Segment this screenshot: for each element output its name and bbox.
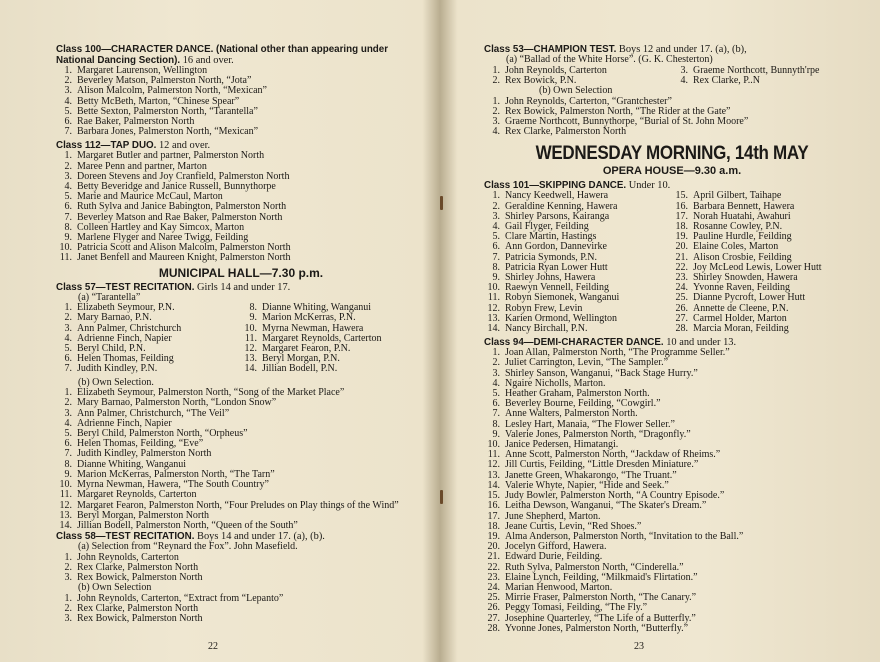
opera-house-heading: OPERA HOUSE—9.30 a.m. bbox=[602, 165, 742, 178]
item-number: 17. bbox=[675, 210, 688, 222]
item-number: 24. bbox=[487, 581, 500, 593]
list-item bbox=[484, 624, 860, 634]
wednesday-morning-heading: WEDNESDAY MORNING, 14th MAY bbox=[535, 141, 809, 164]
item-text: Juliet Carrington, Levin, “The Sampler.” bbox=[505, 357, 669, 369]
item-text: Marian Henwood, Marton. bbox=[505, 581, 613, 593]
item-text: Beverley Matson, Palmerston North, “Jota” bbox=[77, 75, 252, 87]
item-number: 7. bbox=[64, 126, 72, 138]
item-text: Rex Bowick, Palmerston North, “The Rider at the Gate” bbox=[505, 105, 731, 117]
item-text: Gail Flyger, Feilding bbox=[505, 221, 589, 233]
item-text: Janette Green, Whakarongo, “The Truant.” bbox=[505, 469, 677, 481]
item-number: 8. bbox=[492, 418, 500, 430]
item-text: Beryl Child, P.N. bbox=[77, 343, 146, 355]
item-number: 8. bbox=[492, 261, 500, 273]
class-57-sub-b: (b) Own Selection. bbox=[78, 376, 154, 388]
item-text: Alison Malcolm, Palmerston North, “Mexican” bbox=[77, 85, 267, 97]
item-number: 21. bbox=[487, 551, 500, 563]
item-text: Shirley Parsons, Kairanga bbox=[505, 210, 610, 222]
item-text: Judith Kindley, Palmerston North bbox=[77, 448, 212, 460]
item-text: Jocelyn Gifford, Hawera. bbox=[505, 541, 607, 553]
item-text: Norah Huatahi, Awahuri bbox=[693, 210, 791, 222]
item-number: 4. bbox=[64, 332, 72, 344]
item-number: 19. bbox=[487, 530, 500, 542]
item-number: 6. bbox=[64, 201, 72, 213]
item-text: Margaret Laurenson, Wellington bbox=[77, 65, 208, 76]
item-number: 12. bbox=[244, 343, 257, 355]
item-text: Ruth Sylva and Janice Babington, Palmerston North bbox=[77, 201, 287, 213]
class-53-a-columns bbox=[484, 66, 860, 86]
item-number: 4. bbox=[680, 74, 688, 86]
item-number: 19. bbox=[675, 231, 688, 243]
page-number-right: 23 bbox=[634, 641, 644, 652]
item-number: 17. bbox=[487, 510, 500, 522]
item-number: 9. bbox=[492, 272, 500, 284]
item-text: Shirley Sanson, Wanganui, “Back Stage Hurry.” bbox=[505, 367, 698, 379]
item-text: Helen Thomas, Feilding bbox=[77, 353, 174, 365]
class-58-sub-b: (b) Own Selection bbox=[78, 582, 152, 594]
item-number: 12. bbox=[487, 302, 500, 314]
item-text: Nancy Birchall, P.N. bbox=[505, 323, 588, 335]
item-number: 3. bbox=[64, 170, 72, 182]
item-text: April Gilbert, Taihape bbox=[693, 190, 782, 202]
item-number: 12. bbox=[487, 459, 500, 471]
item-number: 2. bbox=[492, 105, 500, 117]
item-text: Anne Walters, Palmerston North. bbox=[505, 408, 638, 420]
item-number: 28. bbox=[675, 323, 688, 335]
item-text: John Reynolds, Carterton bbox=[505, 64, 607, 76]
municipal-hall-heading: MUNICIPAL HALL—7.30 p.m. bbox=[158, 265, 324, 280]
item-number: 12. bbox=[59, 499, 72, 511]
item-number: 3. bbox=[64, 85, 72, 97]
class-53-heading: Class 53—CHAMPION TEST. Boys 12 and under 17. (a), (b), bbox=[484, 44, 747, 55]
item-text: Mary Barnao, Palmerston North, “London Snow” bbox=[77, 397, 277, 409]
item-text: Carmel Holder, Marton bbox=[693, 312, 787, 324]
item-number: 14. bbox=[244, 363, 257, 375]
item-number: 9. bbox=[64, 468, 72, 480]
item-number: 7. bbox=[492, 251, 500, 263]
item-text: Shirley Johns, Hawera bbox=[505, 272, 596, 284]
item-text: Ann Gordon, Dannevirke bbox=[505, 241, 607, 253]
item-number: 20. bbox=[487, 541, 500, 553]
item-text: Myrna Newman, Hawera, “The South Country” bbox=[77, 479, 269, 491]
item-number: 2. bbox=[64, 75, 72, 87]
item-number: 4. bbox=[492, 126, 500, 138]
item-number: 5. bbox=[64, 105, 72, 117]
item-number: 18. bbox=[487, 520, 500, 532]
item-text: Graeme Northcott, Bunnyth'rpe bbox=[693, 64, 820, 76]
item-text: Colleen Hartley and Kay Simcox, Marton bbox=[77, 221, 245, 233]
item-number: 1. bbox=[492, 95, 500, 107]
item-text: Beverley Bourne, Feilding, “Cowgirl.” bbox=[505, 398, 661, 410]
item-text: Adrienne Finch, Napier bbox=[77, 417, 172, 429]
item-text: Ruth Sylva, Palmerston North, “Cinderella.” bbox=[505, 561, 684, 573]
class-57-heading: Class 57—TEST RECITATION. Girls 14 and under 17. bbox=[56, 281, 291, 293]
item-number: 24. bbox=[675, 282, 688, 294]
item-number: 1. bbox=[492, 190, 500, 202]
item-text: Yvonne Jones, Palmerston North, “Butterfly.” bbox=[505, 622, 689, 634]
item-number: 6. bbox=[492, 241, 500, 253]
item-text: Marcia Moran, Feilding bbox=[693, 323, 789, 335]
class-58-sub-a: (a) Selection from “Reynard the Fox”. John Masefield. bbox=[78, 541, 298, 553]
staple-top bbox=[440, 196, 443, 210]
item-number: 10. bbox=[487, 282, 500, 294]
class-101-col1 bbox=[484, 191, 672, 334]
item-text: Rex Clarke, Palmerston North bbox=[77, 603, 199, 615]
item-number: 7. bbox=[492, 408, 500, 420]
class-57-a-col2 bbox=[241, 303, 426, 374]
item-number: 9. bbox=[64, 232, 72, 244]
class-53-sub-a: (a) “Ballad of the White Horse”. (G. K. Chesterton) bbox=[506, 54, 713, 65]
item-text: Barbara Bennett, Hawera bbox=[693, 200, 795, 212]
item-text: Geraldine Kenning, Hawera bbox=[505, 200, 618, 212]
item-number: 3. bbox=[64, 407, 72, 419]
item-number: 11. bbox=[59, 489, 72, 501]
class-101-columns bbox=[484, 191, 860, 334]
item-number: 1. bbox=[64, 592, 72, 604]
item-number: 8. bbox=[64, 221, 72, 233]
item-number: 18. bbox=[675, 221, 688, 233]
right-page bbox=[444, 0, 880, 662]
item-number: 4. bbox=[492, 221, 500, 233]
item-number: 5. bbox=[492, 388, 500, 400]
item-text: Dianne Pycroft, Lower Hutt bbox=[693, 292, 806, 304]
item-number: 6. bbox=[492, 398, 500, 410]
item-number: 14. bbox=[487, 479, 500, 491]
item-number: 2. bbox=[64, 603, 72, 615]
item-text: Pauline Hurdle, Feilding bbox=[693, 231, 792, 243]
item-number: 13. bbox=[487, 469, 500, 481]
item-number: 4. bbox=[64, 181, 72, 193]
item-number: 13. bbox=[59, 509, 72, 521]
class-100-list bbox=[56, 66, 426, 137]
item-text: Rex Bowick, Palmerston North bbox=[77, 613, 203, 625]
item-text: Dianne Whiting, Wanganui bbox=[262, 302, 372, 314]
item-number: 10. bbox=[487, 439, 500, 451]
item-text: Judith Kindley, P.N. bbox=[77, 363, 158, 375]
item-text: Rex Bowick, Palmerston North bbox=[77, 572, 203, 584]
item-text: Rosanne Cowley, P.N. bbox=[693, 221, 783, 233]
item-text: Rex Clarke, Palmerston North bbox=[505, 126, 627, 138]
item-number: 2. bbox=[492, 200, 500, 212]
item-number: 23. bbox=[675, 272, 688, 284]
item-text: Janet Benfell and Maureen Knight, Palmerston North bbox=[77, 252, 291, 264]
item-number: 4. bbox=[492, 377, 500, 389]
item-text: Elaine Coles, Marton bbox=[693, 241, 779, 253]
item-number: 26. bbox=[675, 302, 688, 314]
item-number: 1. bbox=[64, 387, 72, 399]
item-number: 9. bbox=[249, 312, 257, 324]
item-number: 15. bbox=[487, 490, 500, 502]
class-94-list bbox=[484, 348, 860, 634]
item-number: 3. bbox=[492, 367, 500, 379]
item-text: Annette de Cleene, P.N. bbox=[693, 302, 789, 314]
item-text: Ann Palmer, Christchurch bbox=[77, 322, 182, 334]
item-number: 8. bbox=[249, 302, 257, 314]
item-text: Marion McKerras, P.N. bbox=[262, 312, 356, 324]
item-number: 22. bbox=[487, 561, 500, 573]
item-number: 5. bbox=[64, 428, 72, 440]
class-58-b-list bbox=[56, 594, 426, 625]
item-number: 10. bbox=[59, 242, 72, 254]
item-number: 16. bbox=[675, 200, 688, 212]
item-number: 1. bbox=[492, 64, 500, 76]
item-text: Peggy Tomasi, Feilding, “The Fly.” bbox=[505, 602, 648, 614]
page-number-left: 22 bbox=[208, 641, 218, 652]
item-text: John Reynolds, Carterton bbox=[77, 551, 179, 563]
item-text: Adrienne Finch, Napier bbox=[77, 332, 172, 344]
class-101-heading: Class 101—SKIPPING DANCE. Under 10. bbox=[484, 180, 671, 192]
item-number: 28. bbox=[487, 622, 500, 634]
item-number: 2. bbox=[492, 357, 500, 369]
item-number: 5. bbox=[64, 343, 72, 355]
item-number: 11. bbox=[244, 332, 257, 344]
item-text: Beryl Child, Palmerston North, “Orpheus” bbox=[77, 428, 248, 440]
class-53-a-col2 bbox=[672, 66, 860, 86]
class-112-heading: Class 112—TAP DUO. 12 and over. bbox=[56, 140, 211, 152]
list-item bbox=[56, 521, 426, 531]
item-text: Jillian Bodell, Palmerston North, “Queen of the South” bbox=[77, 519, 298, 531]
item-text: Janice Pedersen, Himatangi. bbox=[505, 439, 619, 451]
item-number: 4. bbox=[64, 417, 72, 429]
item-text: Judy Bowler, Palmerston North, “A Country Episode.” bbox=[505, 490, 725, 502]
class-57-b-list bbox=[56, 388, 426, 531]
item-text: Jeane Curtis, Levin, “Red Shoes.” bbox=[505, 520, 642, 532]
list-item bbox=[241, 364, 426, 374]
item-number: 11. bbox=[59, 252, 72, 264]
item-number: 3. bbox=[64, 613, 72, 625]
class-53-b-list bbox=[484, 97, 860, 138]
item-text: Beryl Morgan, P.N. bbox=[262, 353, 340, 365]
item-text: Josephine Quarterley, “The Life of a Butterfly.” bbox=[505, 612, 696, 624]
item-text: Elizabeth Seymour, P.N. bbox=[77, 302, 175, 314]
item-text: Rae Baker, Palmerston North bbox=[77, 116, 195, 128]
item-number: 11. bbox=[487, 292, 500, 304]
item-text: Mary Barnao, P.N. bbox=[77, 312, 152, 324]
item-text: Leitha Dewson, Wanganui, “The Skater's Dream.” bbox=[505, 500, 707, 512]
item-text: Robyn Siemonek, Wanganui bbox=[505, 292, 620, 304]
list-item bbox=[672, 76, 860, 86]
item-text: Margaret Reynolds, Carterton bbox=[262, 332, 382, 344]
item-number: 2. bbox=[64, 561, 72, 573]
item-text: Margaret Fearon, Palmerston North, “Four Preludes on Play things of the Wind” bbox=[77, 499, 399, 511]
item-number: 3. bbox=[64, 572, 72, 584]
item-number: 1. bbox=[64, 302, 72, 314]
item-number: 26. bbox=[487, 602, 500, 614]
item-text: Rex Clarke, P..N bbox=[693, 74, 760, 86]
item-text: Ann Palmer, Christchurch, “The Veil” bbox=[77, 407, 230, 419]
item-text: Ngaire Nicholls, Marton. bbox=[505, 377, 606, 389]
item-text: Nancy Keedwell, Hawera bbox=[505, 190, 609, 202]
item-text: Margaret Reynolds, Carterton bbox=[77, 489, 197, 501]
item-number: 25. bbox=[675, 292, 688, 304]
item-number: 21. bbox=[675, 251, 688, 263]
item-number: 7. bbox=[64, 211, 72, 223]
item-text: Mirrie Fraser, Palmerston North, “The Canary.” bbox=[505, 592, 697, 604]
item-number: 3. bbox=[64, 322, 72, 334]
item-number: 1. bbox=[492, 347, 500, 359]
item-number: 13. bbox=[244, 353, 257, 365]
item-number: 2. bbox=[64, 397, 72, 409]
item-text: Bette Sexton, Palmerston North, “Tarantella” bbox=[77, 105, 258, 117]
item-number: 10. bbox=[59, 479, 72, 491]
item-text: Shirley Snowden, Hawera bbox=[693, 272, 798, 284]
item-number: 11. bbox=[487, 449, 500, 461]
item-number: 23. bbox=[487, 571, 500, 583]
item-text: Margaret Butler and partner, Palmerston North bbox=[77, 150, 265, 162]
item-number: 16. bbox=[487, 500, 500, 512]
class-112-list bbox=[56, 151, 426, 263]
item-text: Joan Allan, Palmerston North, “The Programme Seller.” bbox=[505, 347, 730, 359]
item-text: June Shepherd, Marton. bbox=[505, 510, 601, 522]
item-text: Patricia Symonds, P.N. bbox=[505, 251, 597, 263]
item-number: 4. bbox=[64, 95, 72, 107]
class-57-a-columns bbox=[56, 303, 426, 374]
item-text: Clare Martin, Hastings bbox=[505, 231, 597, 243]
list-item bbox=[56, 253, 426, 263]
item-number: 2. bbox=[64, 160, 72, 172]
class-53-sub-b: (b) Own Selection bbox=[539, 85, 613, 96]
item-number: 2. bbox=[492, 74, 500, 86]
item-number: 14. bbox=[487, 323, 500, 335]
item-text: Rex Bowick, P.N. bbox=[505, 74, 577, 86]
item-text: John Reynolds, Carterton, “Extract from “Lepanto” bbox=[77, 592, 284, 604]
item-number: 1. bbox=[64, 150, 72, 162]
item-number: 8. bbox=[64, 458, 72, 470]
item-text: Valerie Jones, Palmerston North, “Dragonfly.” bbox=[505, 428, 691, 440]
list-item bbox=[672, 324, 860, 334]
item-text: Maree Penn and partner, Marton bbox=[77, 160, 207, 172]
item-text: Lesley Hart, Manaia, “The Flower Seller.” bbox=[505, 418, 675, 430]
item-text: Anne Scott, Palmerston North, “Jackdaw of Rheims.” bbox=[505, 449, 721, 461]
class-57-sub-a: (a) “Tarantella” bbox=[78, 291, 141, 303]
item-text: Marlene Flyger and Naree Twigg, Feilding bbox=[77, 232, 249, 244]
item-text: Alma Anderson, Palmerston North, “Invitation to the Ball.” bbox=[505, 530, 744, 542]
class-58-heading: Class 58—TEST RECITATION. Boys 14 and under 17. (a), (b). bbox=[56, 531, 325, 543]
item-number: 25. bbox=[487, 592, 500, 604]
item-text: Betty McBeth, Marton, “Chinese Spear” bbox=[77, 95, 240, 107]
item-text: Valerie Whyte, Napier, “Hide and Seek.” bbox=[505, 479, 669, 491]
class-94-heading: Class 94—DEMI-CHARACTER DANCE. 10 and under 13. bbox=[484, 337, 737, 349]
item-text: Beverley Matson and Rae Baker, Palmerston North bbox=[77, 211, 283, 223]
item-text: Myrna Newman, Hawera bbox=[262, 322, 364, 334]
item-text: Patricia Ryan Lower Hutt bbox=[505, 261, 608, 273]
item-text: Patricia Scott and Alison Malcolm, Palmerston North bbox=[77, 242, 291, 254]
class-101-col2 bbox=[672, 191, 860, 334]
class-57-a-col1 bbox=[56, 303, 241, 374]
item-text: Marie and Maurice McCaul, Marton bbox=[77, 191, 223, 203]
item-text: Joy McLeod Lewis, Lower Hutt bbox=[693, 261, 822, 273]
list-item bbox=[56, 364, 241, 374]
item-number: 15. bbox=[675, 190, 688, 202]
list-item bbox=[484, 324, 672, 334]
list-item bbox=[56, 614, 426, 624]
item-number: 3. bbox=[492, 116, 500, 127]
item-number: 9. bbox=[492, 428, 500, 440]
list-item bbox=[56, 127, 426, 137]
item-text: Jill Curtis, Feilding, “Little Dresden Miniature.” bbox=[505, 459, 699, 471]
item-number: 13. bbox=[487, 312, 500, 324]
item-text: Raewyn Vennell, Feilding bbox=[505, 282, 609, 294]
class-53-a-col1 bbox=[484, 66, 672, 86]
item-number: 27. bbox=[675, 312, 688, 324]
item-text: Doreen Stevens and Joy Cranfield, Palmerston North bbox=[77, 170, 290, 182]
item-text: John Reynolds, Carterton, “Grantchester” bbox=[505, 95, 672, 107]
item-number: 6. bbox=[64, 353, 72, 365]
staple-bottom bbox=[440, 490, 443, 504]
item-number: 10. bbox=[244, 322, 257, 334]
item-number: 1. bbox=[64, 551, 72, 563]
item-number: 14. bbox=[59, 519, 72, 531]
list-item bbox=[484, 127, 860, 137]
item-number: 3. bbox=[492, 210, 500, 222]
item-text: Margaret Fearon, P.N. bbox=[262, 343, 351, 355]
item-number: 20. bbox=[675, 241, 688, 253]
item-text: Betty Beveridge and Janice Russell, Bunnythorpe bbox=[77, 181, 276, 193]
item-number: 22. bbox=[675, 261, 688, 273]
item-number: 1. bbox=[64, 65, 72, 76]
item-text: Edward Durie, Feilding. bbox=[505, 551, 603, 563]
item-text: Elaine Lynch, Feilding, “Milkmaid's Flirtation.” bbox=[505, 571, 698, 583]
item-text: Beryl Morgan, Palmerston North bbox=[77, 509, 210, 521]
item-number: 5. bbox=[64, 191, 72, 203]
class-100-heading: Class 100—CHARACTER DANCE. (National other than appearing under National Dancing Section). 16 and over. bbox=[56, 44, 389, 66]
item-text: Barbara Jones, Palmerston North, “Mexican” bbox=[77, 126, 259, 138]
item-text: Graeme Northcott, Bunnythorpe, “Burial of St. John Moore” bbox=[505, 116, 749, 127]
class-58-a-list bbox=[56, 553, 426, 584]
item-text: Heather Graham, Palmerston North. bbox=[505, 388, 650, 400]
item-number: 6. bbox=[64, 438, 72, 450]
item-number: 7. bbox=[64, 363, 72, 375]
item-text: Dianne Whiting, Wanganui bbox=[77, 458, 187, 470]
item-text: Rex Clarke, Palmerston North bbox=[77, 561, 199, 573]
item-text: Helen Thomas, Feilding, “Eve” bbox=[77, 438, 204, 450]
item-text: Elizabeth Seymour, Palmerston North, “Song of the Market Place” bbox=[77, 387, 345, 399]
item-text: Yvonne Raven, Feilding bbox=[693, 282, 791, 294]
item-text: Alison Crosbie, Feilding bbox=[693, 251, 792, 263]
item-number: 2. bbox=[64, 312, 72, 324]
item-text: Karien Ormond, Wellington bbox=[505, 312, 618, 324]
item-number: 5. bbox=[492, 231, 500, 243]
item-number: 3. bbox=[680, 64, 688, 76]
item-number: 6. bbox=[64, 116, 72, 128]
item-number: 7. bbox=[64, 448, 72, 460]
item-text: Marion McKerras, Palmerston North, “The Tarn” bbox=[77, 468, 275, 480]
item-number: 27. bbox=[487, 612, 500, 624]
item-text: Robyn Frew, Levin bbox=[505, 302, 583, 314]
item-text: Jillian Bodell, P.N. bbox=[262, 363, 338, 375]
